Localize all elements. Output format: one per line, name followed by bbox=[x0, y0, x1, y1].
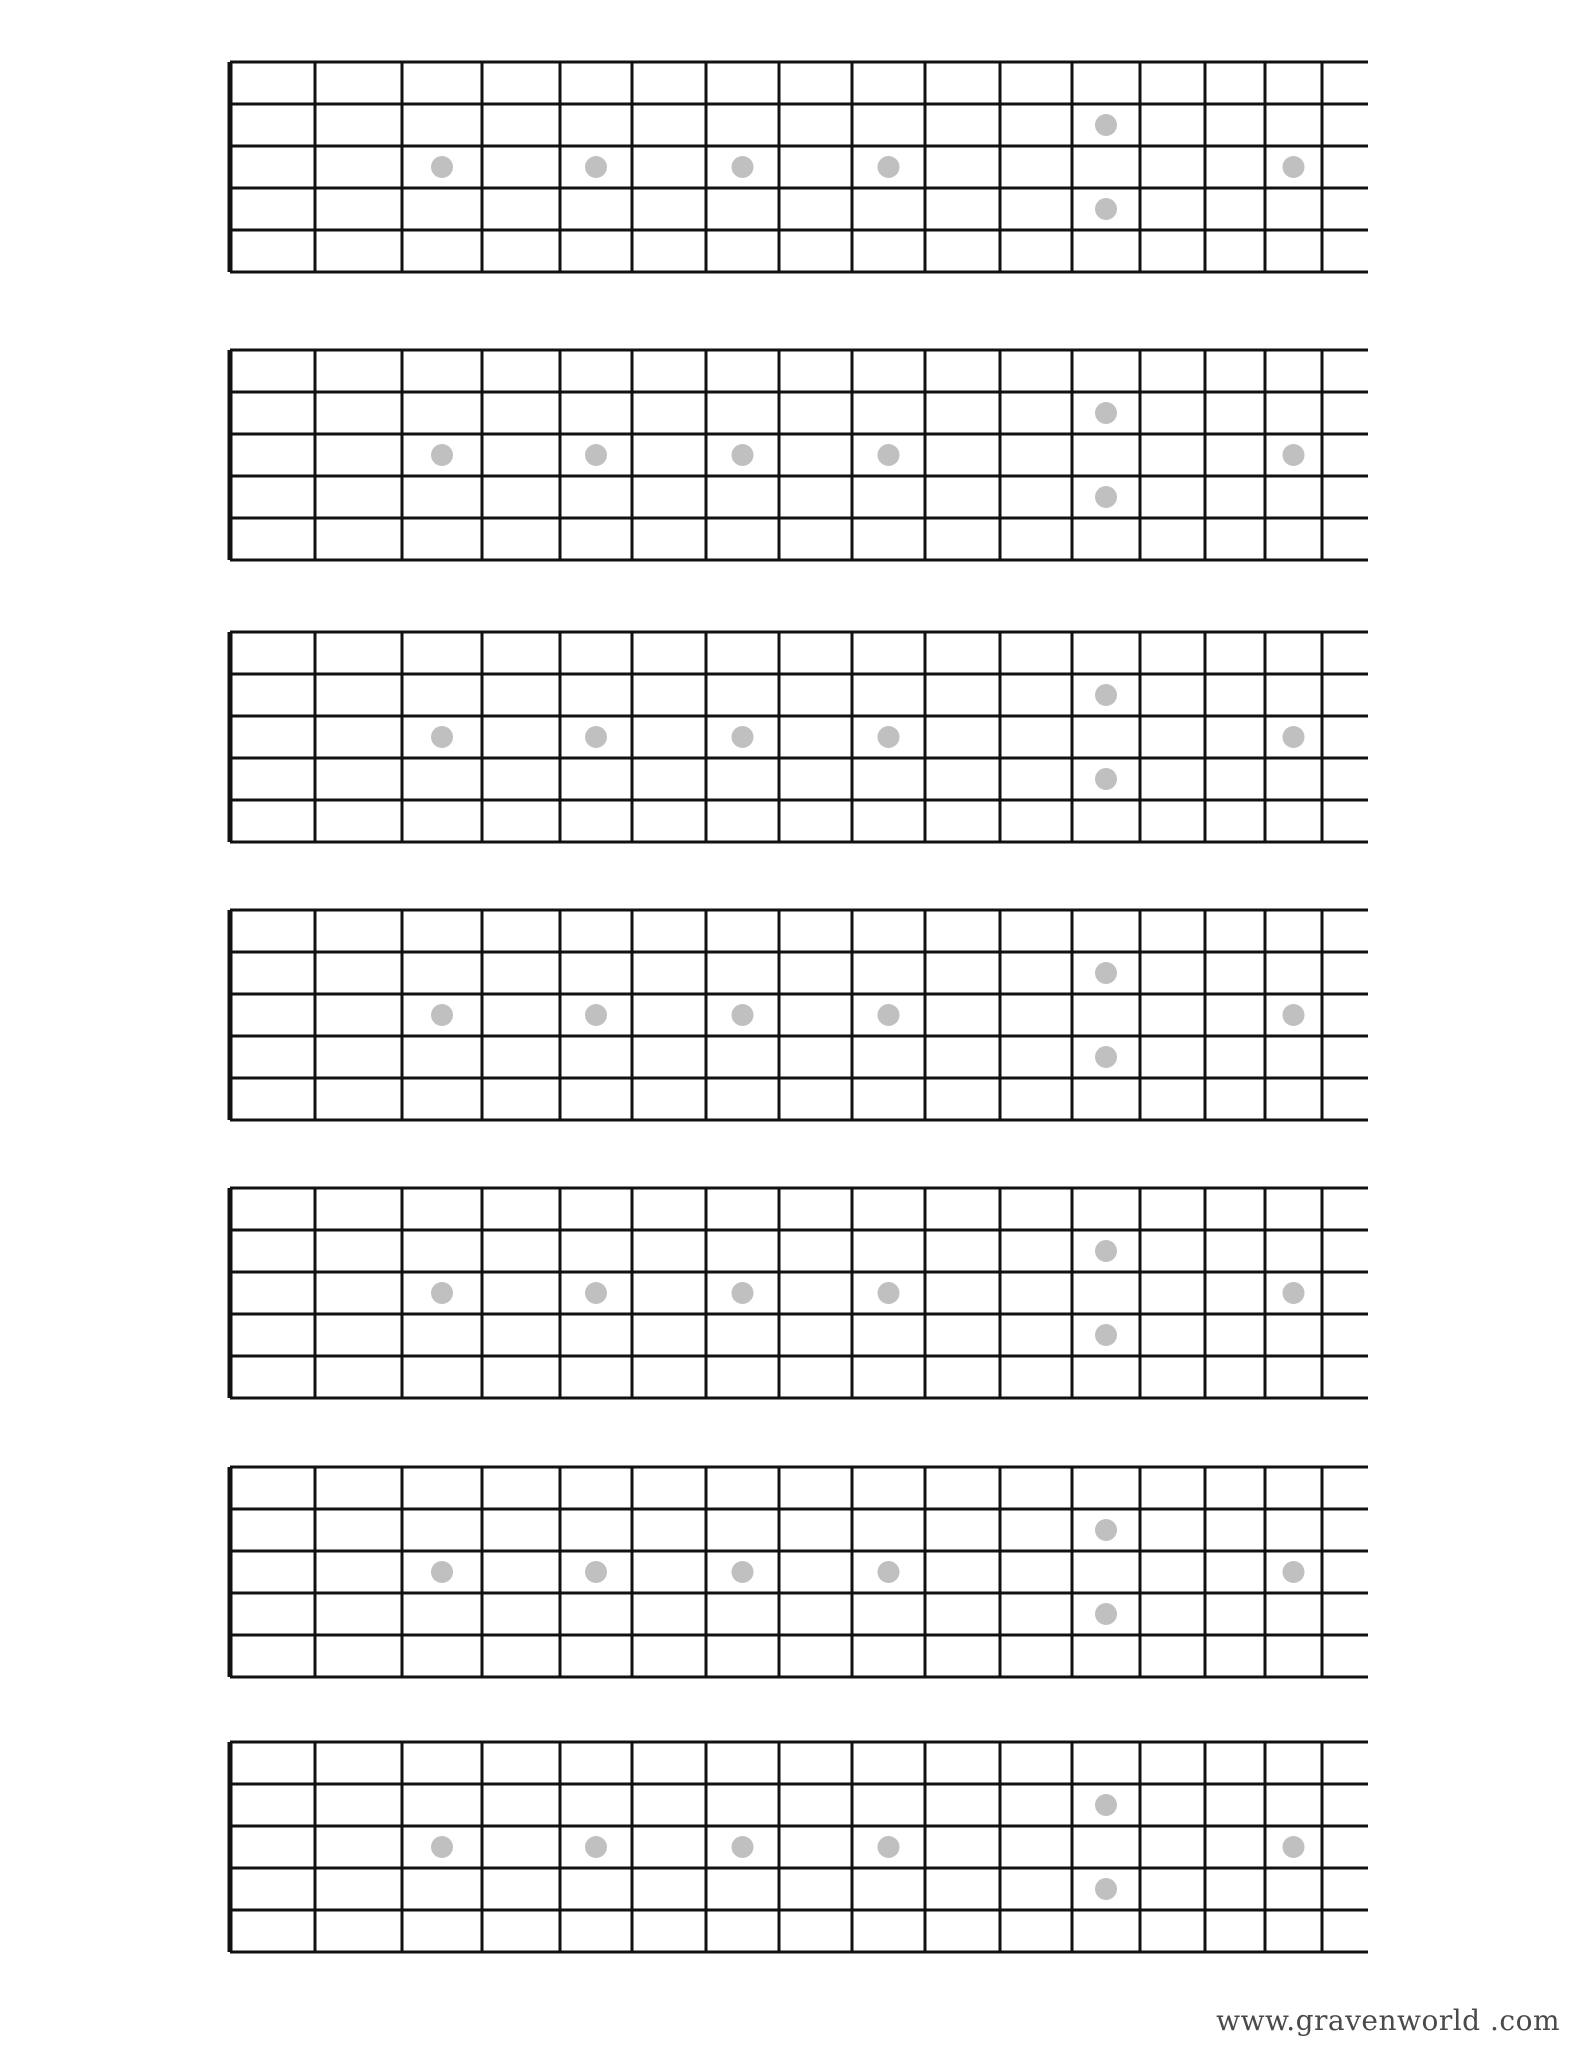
inlay-dot bbox=[878, 1561, 900, 1583]
inlay-dot bbox=[1095, 1878, 1117, 1900]
inlay-dot bbox=[878, 156, 900, 178]
inlay-dot bbox=[585, 156, 607, 178]
fretboard-diagram bbox=[230, 1742, 1368, 1952]
inlay-dot bbox=[1095, 684, 1117, 706]
inlay-dot bbox=[585, 1561, 607, 1583]
inlay-dot bbox=[1095, 114, 1117, 136]
inlay-dot bbox=[732, 444, 754, 466]
inlay-dot bbox=[431, 444, 453, 466]
fretboard-diagram bbox=[230, 62, 1368, 272]
inlay-dot bbox=[878, 1004, 900, 1026]
inlay-dot bbox=[878, 444, 900, 466]
inlay-dot bbox=[431, 1836, 453, 1858]
inlay-dot bbox=[1095, 1603, 1117, 1625]
inlay-dot bbox=[1283, 1561, 1305, 1583]
inlay-dot bbox=[1283, 1282, 1305, 1304]
inlay-dot bbox=[878, 726, 900, 748]
fretboard-diagram bbox=[230, 632, 1368, 842]
footer-url: www.gravenworld .com bbox=[1216, 2004, 1560, 2037]
inlay-dot bbox=[732, 1282, 754, 1304]
fretboard-diagram bbox=[230, 1467, 1368, 1677]
inlay-dot bbox=[732, 726, 754, 748]
inlay-dot bbox=[732, 1836, 754, 1858]
inlay-dot bbox=[1283, 156, 1305, 178]
fretboard-diagram bbox=[230, 350, 1368, 560]
inlay-dot bbox=[1095, 486, 1117, 508]
inlay-dot bbox=[585, 1004, 607, 1026]
inlay-dot bbox=[585, 726, 607, 748]
inlay-dot bbox=[431, 1004, 453, 1026]
inlay-dot bbox=[431, 726, 453, 748]
inlay-dot bbox=[878, 1282, 900, 1304]
fretboard-diagram bbox=[230, 910, 1368, 1120]
inlay-dot bbox=[732, 156, 754, 178]
inlay-dot bbox=[732, 1561, 754, 1583]
inlay-dot bbox=[732, 1004, 754, 1026]
inlay-dot bbox=[1095, 402, 1117, 424]
inlay-dot bbox=[431, 1282, 453, 1304]
inlay-dot bbox=[1283, 444, 1305, 466]
fretboard-diagram bbox=[230, 1188, 1368, 1398]
inlay-dot bbox=[878, 1836, 900, 1858]
inlay-dot bbox=[1095, 1794, 1117, 1816]
inlay-dot bbox=[431, 156, 453, 178]
inlay-dot bbox=[1095, 198, 1117, 220]
inlay-dot bbox=[1095, 768, 1117, 790]
inlay-dot bbox=[1095, 1240, 1117, 1262]
inlay-dot bbox=[585, 1282, 607, 1304]
inlay-dot bbox=[585, 1836, 607, 1858]
inlay-dot bbox=[431, 1561, 453, 1583]
inlay-dot bbox=[1283, 726, 1305, 748]
inlay-dot bbox=[1095, 1324, 1117, 1346]
inlay-dot bbox=[1095, 962, 1117, 984]
inlay-dot bbox=[1095, 1046, 1117, 1068]
inlay-dot bbox=[1283, 1004, 1305, 1026]
inlay-dot bbox=[1283, 1836, 1305, 1858]
inlay-dot bbox=[585, 444, 607, 466]
inlay-dot bbox=[1095, 1519, 1117, 1541]
